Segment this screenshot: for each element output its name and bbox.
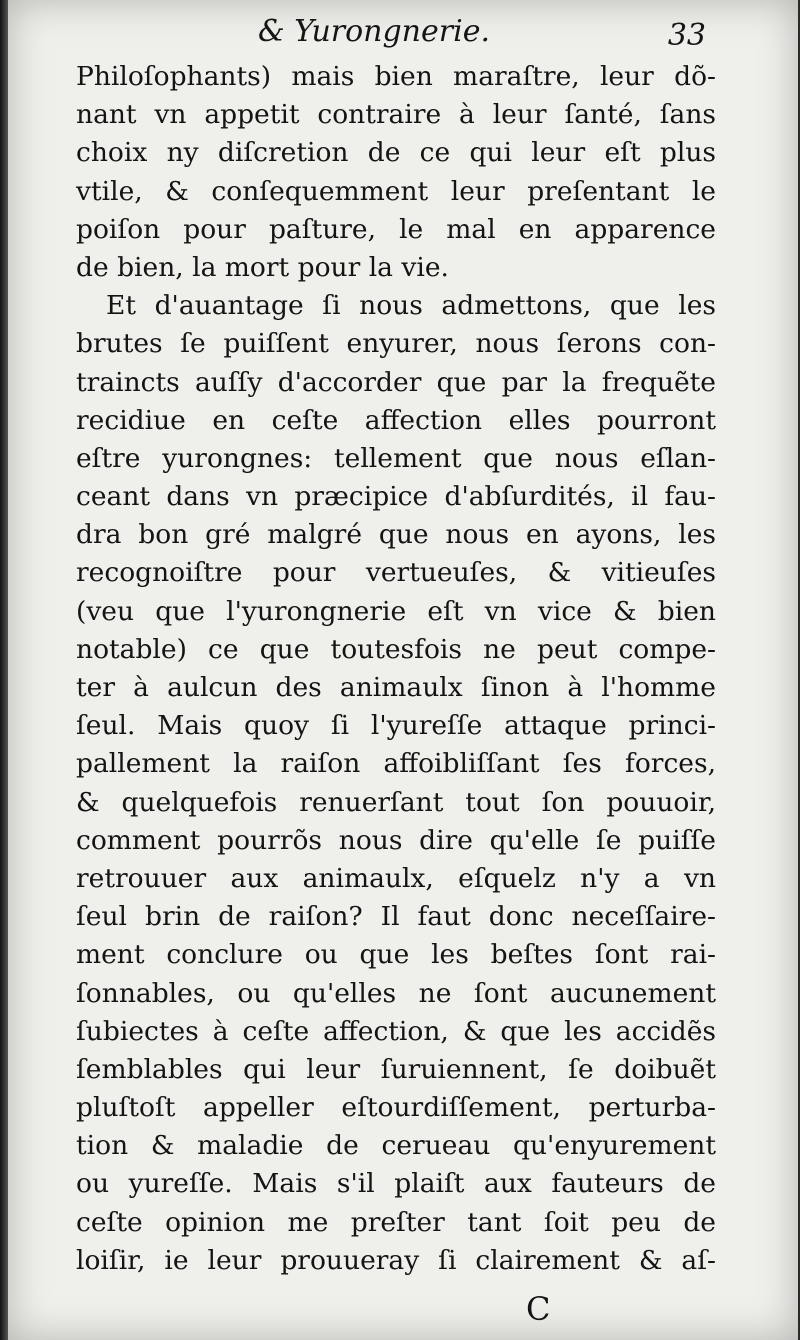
text-line: ſemblables qui leur ſuruiennent, ſe doibuẽt: [76, 1053, 716, 1085]
text-line: dra bon gré malgré que nous en ayons, les: [76, 519, 716, 551]
signature-mark: C: [526, 1290, 551, 1328]
book-gutter: [0, 0, 8, 1340]
text-line: ſeul brin de raiſon? Il faut donc neceſſaire-: [76, 901, 716, 933]
text-line: pluſtoſt appeller eſtourdiſſement, perturba-: [76, 1092, 716, 1124]
text-line: traincts auſſy d'accorder que par la frequẽte: [76, 366, 716, 398]
text-line: choix ny diſcretion de ce qui leur eſt plus: [76, 137, 716, 169]
text-line: poiſon pour paſture, le mal en apparence: [76, 213, 716, 245]
text-line: recidiue en ceſte affection elles pourront: [76, 404, 716, 436]
text-line: ment conclure ou que les beſtes ſont rai-: [76, 939, 716, 971]
page-number: 33: [667, 18, 706, 53]
text-line: ſonnables, ou qu'elles ne ſont aucunement: [76, 977, 716, 1009]
text-line: nant vn appetit contraire à leur ſanté, ſans: [76, 99, 716, 131]
paragraph-2: [76, 287, 716, 1280]
text-line: & quelquefois renuerſant tout ſon pouuoir,: [76, 786, 716, 818]
text-line: (veu que l'yurongnerie eſt vn vice & bien: [76, 595, 716, 627]
text-line: ſeul. Mais quoy ſi l'yureſſe attaque princi-: [76, 710, 716, 742]
text-line: recognoiſtre pour vertueuſes, & vitieuſes: [76, 557, 716, 589]
text-line: brutes ſe puiſſent enyurer, nous ſerons con-: [76, 328, 716, 360]
text-line: loiſir, ie leur prouueray ſi clairement & aſ-: [76, 1244, 716, 1276]
text-line: eſtre yurongnes: tellement que nous eſlan-: [76, 442, 716, 474]
text-line: de bien, la mort pour la vie.: [76, 251, 449, 283]
book-page: [8, 0, 798, 1340]
text-line: vtile, & conſequemment leur preſentant le: [76, 175, 716, 207]
text-line: ſubiectes à ceſte affection, & que les accidẽs: [76, 1015, 716, 1047]
text-line: notable) ce que toutesfois ne peut compe-: [76, 633, 716, 665]
text-line: ceſte opinion me preſter tant ſoit peu de: [76, 1206, 716, 1238]
text-line: Philoſophants) mais bien maraſtre, leur dõ-: [76, 61, 716, 92]
text-line: ou yureſſe. Mais s'il plaiſt aux fauteurs de: [76, 1168, 716, 1200]
page-header: [8, 14, 798, 64]
running-title: & Yurongnerie.: [258, 14, 490, 49]
text-line: pallement la raiſon affoibliſſant ſes forces,: [76, 748, 716, 780]
paragraph-1: [76, 58, 716, 287]
text-line: retrouuer aux animaulx, eſquelz n'y a vn: [76, 862, 716, 894]
text-line: ter à aulcun des animaulx ſinon à l'homme: [76, 672, 716, 703]
text-line: tion & maladie de cerueau qu'enyurement: [76, 1130, 716, 1162]
text-line: ceant dans vn præcipice d'abſurdités, il fau-: [76, 481, 716, 513]
text-line: Et d'auantage ſi nous admettons, que les: [106, 290, 716, 322]
text-line: comment pourrõs nous dire qu'elle ſe puiſſe: [76, 824, 716, 856]
body-text: [76, 58, 716, 1280]
